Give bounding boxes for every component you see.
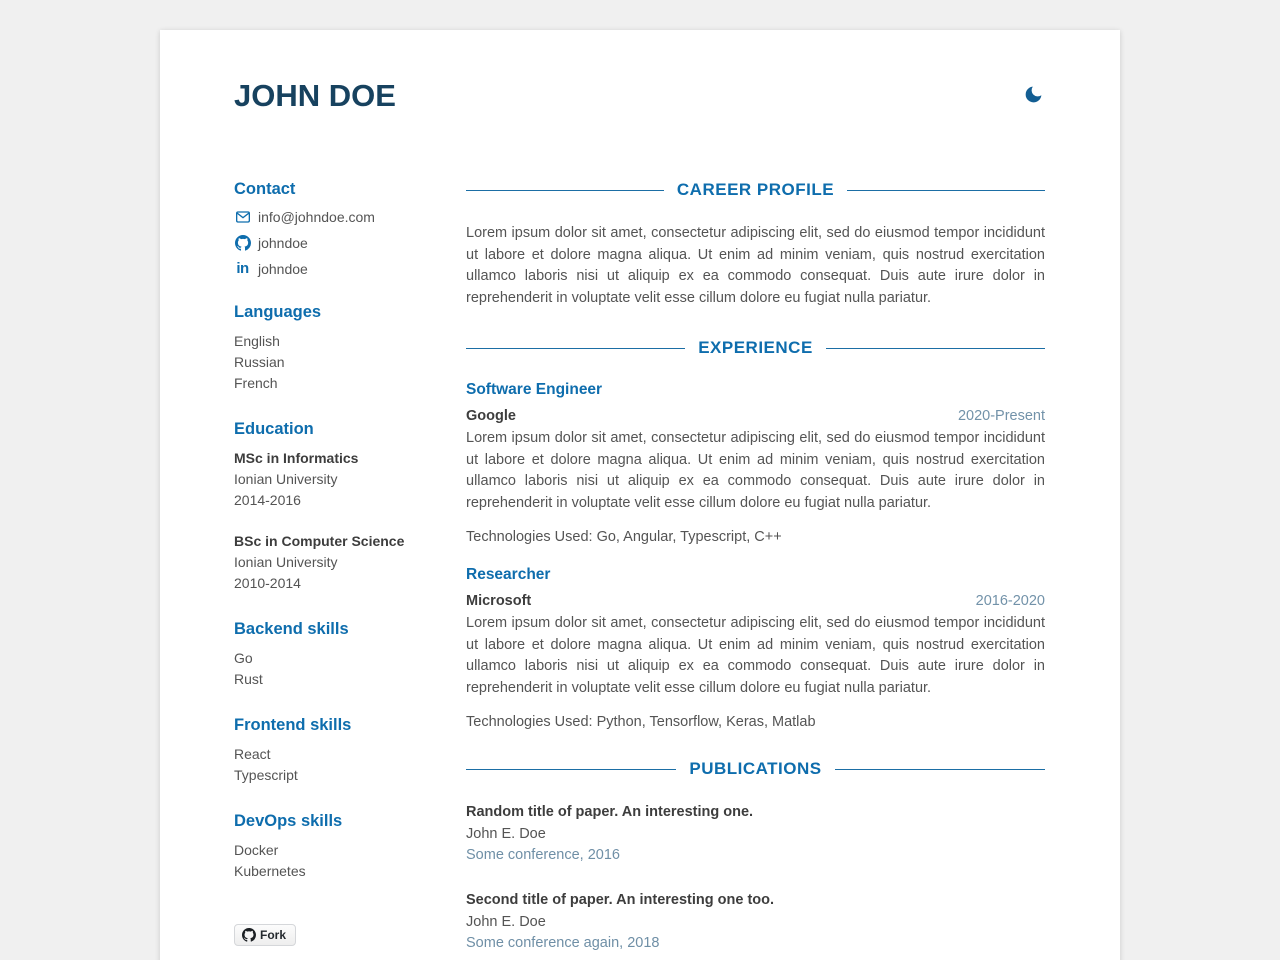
publication-entry	[466, 890, 1045, 954]
education-section	[234, 420, 434, 594]
experience-heading: EXPERIENCE	[698, 338, 813, 357]
experience-section	[466, 338, 1045, 730]
divider-line	[466, 348, 685, 349]
skill-item: Rust	[234, 671, 263, 687]
languages-heading: Languages	[234, 303, 322, 321]
publications-section	[466, 759, 1045, 954]
publication-venue: Some conference again, 2018	[466, 935, 660, 951]
education-heading: Education	[234, 420, 314, 438]
sidebar	[234, 180, 434, 954]
page-title: JOHN DOE	[234, 78, 396, 113]
devops-skills-section	[234, 812, 434, 882]
education-degree: BSc in Computer Science	[234, 533, 405, 549]
contact-linkedin-label: johndoe	[258, 260, 308, 277]
theme-toggle-button[interactable]	[1021, 84, 1045, 108]
contact-github-link[interactable]	[234, 234, 434, 251]
main-content	[466, 180, 1045, 954]
publication-entry	[466, 802, 1045, 866]
publication-title: Second title of paper. An interesting one too.	[466, 892, 775, 908]
backend-skills-heading: Backend skills	[234, 620, 349, 638]
experience-header	[466, 338, 1045, 358]
contact-email-link[interactable]	[234, 208, 434, 225]
career-profile-text: Lorem ipsum dolor sit amet, consectetur adipiscing elit, sed do eiusmod tempor incididunt ut labore et dolore magna aliqua. Ut enim ad minim veniam, quis nostrud exercitation ullamco laboris nisi ut aliquip ex ea commodo consequat. Duis aute irure dolor in reprehenderit in voluptate velit esse cillum dolore eu fugiat nulla pariatur.	[466, 225, 1045, 306]
education-school: Ionian University	[234, 471, 338, 487]
resume-card	[160, 30, 1120, 960]
career-profile-heading: CAREER PROFILE	[676, 180, 835, 199]
job-entry	[466, 566, 1045, 730]
education-entry	[234, 448, 434, 511]
language-item: English	[234, 333, 280, 349]
education-school: Ionian University	[234, 554, 338, 570]
publications-header	[466, 759, 1045, 779]
contact-linkedin-link[interactable]	[234, 260, 434, 277]
divider-line	[847, 190, 1045, 191]
job-technologies: Technologies Used: Go, Angular, Typescript, C++	[466, 529, 782, 545]
divider-line	[826, 348, 1045, 349]
education-entry	[234, 531, 434, 594]
language-item: French	[234, 375, 278, 391]
job-role: Researcher	[466, 566, 551, 583]
publication-title: Random title of paper. An interesting one.	[466, 804, 754, 820]
skill-item: Typescript	[234, 767, 298, 783]
github-icon	[234, 234, 251, 251]
fork-button-label: Fork	[260, 928, 287, 942]
publication-venue: Some conference, 2016	[466, 847, 620, 863]
language-item: Russian	[234, 354, 285, 370]
job-entry	[466, 381, 1045, 545]
frontend-skills-section	[234, 716, 434, 786]
skill-item: Docker	[234, 842, 279, 858]
frontend-skills-heading: Frontend skills	[234, 716, 352, 734]
backend-skills-section	[234, 620, 434, 690]
publication-authors: John E. Doe	[466, 826, 546, 842]
job-technologies: Technologies Used: Python, Tensorflow, Keras, Matlab	[466, 714, 816, 730]
github-icon	[242, 928, 256, 942]
devops-skills-heading: DevOps skills	[234, 812, 343, 830]
job-description: Lorem ipsum dolor sit amet, consectetur adipiscing elit, sed do eiusmod tempor incididunt ut labore et dolore magna aliqua. Ut enim ad minim veniam, quis nostrud exercitation ullamco laboris nisi ut aliquip ex ea commodo consequat. Duis aute irure dolor in reprehenderit in voluptate velit esse cillum dolore eu fugiat nulla pariatur.	[466, 430, 1045, 511]
contact-email-label: info@johndoe.com	[258, 208, 375, 225]
linkedin-icon: in	[236, 260, 249, 277]
education-years: 2010-2014	[234, 575, 301, 591]
divider-line	[835, 769, 1045, 770]
job-period: 2020-Present	[957, 408, 1045, 424]
career-profile-header	[466, 180, 1045, 200]
job-company: Google	[466, 408, 516, 424]
job-company: Microsoft	[466, 593, 532, 609]
divider-line	[466, 769, 676, 770]
contact-github-label: johndoe	[258, 234, 308, 251]
moon-icon	[1023, 84, 1044, 108]
contact-heading: Contact	[234, 180, 296, 198]
page-header	[234, 78, 1045, 114]
career-profile-section	[466, 180, 1045, 309]
publication-authors: John E. Doe	[466, 914, 546, 930]
github-fork-button[interactable]	[234, 924, 296, 946]
skill-item: Kubernetes	[234, 863, 306, 879]
education-degree: MSc in Informatics	[234, 450, 359, 466]
skill-item: Go	[234, 650, 253, 666]
publications-heading: PUBLICATIONS	[689, 759, 822, 778]
contact-section	[234, 180, 434, 277]
job-period: 2016-2020	[975, 593, 1045, 609]
languages-section	[234, 303, 434, 394]
skill-item: React	[234, 746, 271, 762]
email-icon	[234, 208, 251, 225]
job-description: Lorem ipsum dolor sit amet, consectetur adipiscing elit, sed do eiusmod tempor incididunt ut labore et dolore magna aliqua. Ut enim ad minim veniam, quis nostrud exercitation ullamco laboris nisi ut aliquip ex ea commodo consequat. Duis aute irure dolor in reprehenderit in voluptate velit esse cillum dolore eu fugiat nulla pariatur.	[466, 615, 1045, 696]
divider-line	[466, 190, 664, 191]
education-years: 2014-2016	[234, 492, 301, 508]
job-role: Software Engineer	[466, 381, 603, 398]
